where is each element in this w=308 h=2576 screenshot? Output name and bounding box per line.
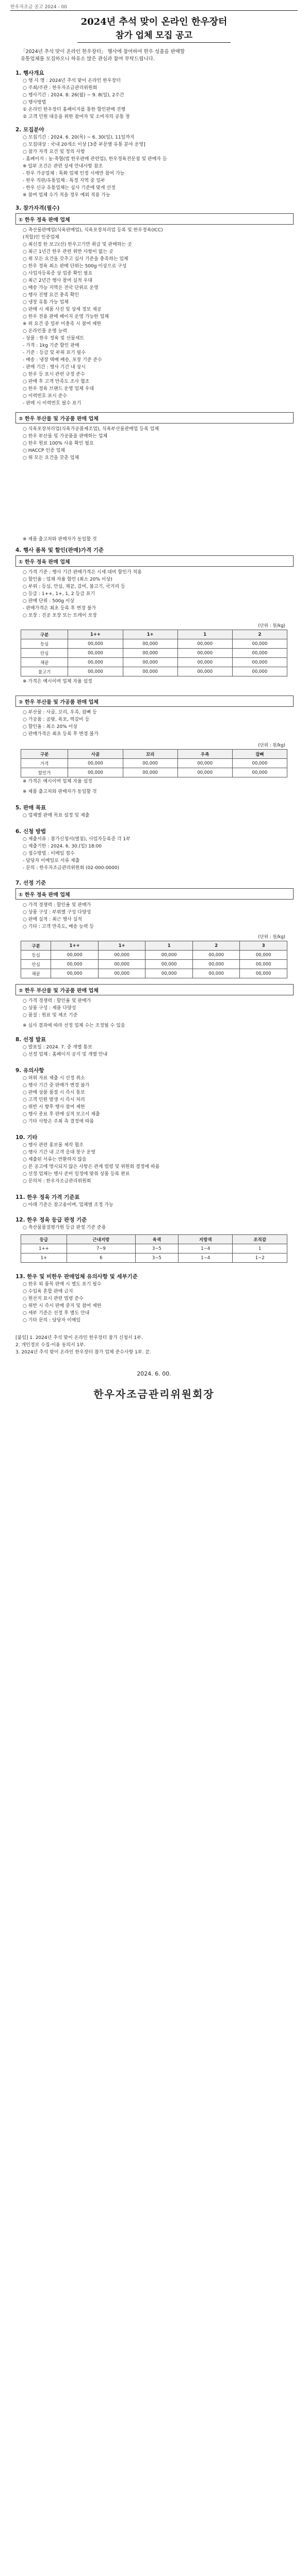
table-header: 1++: [68, 630, 123, 639]
table-row: 채끝 00,000 00,000 00,000 00,000 00,000: [21, 969, 287, 978]
section-heading: 11. 한우 정육 가격 기준표: [15, 1194, 80, 1200]
subsection-title: ① 한우 정육 판매 업체: [19, 560, 70, 565]
subsection-title: ② 한우 부산물 및 가공품 판매 업체: [19, 416, 99, 422]
subsection-title: ② 한우 부산물 및 가공품 판매 업체: [19, 700, 99, 705]
issue-date: 2024. 6. 00.: [137, 1370, 171, 1377]
subsection-title: ① 한우 정육 판매 업체: [19, 217, 70, 223]
grade-criteria-table: 등급 근내지방 육색 지방색 조직감 1++ 7~9 3~5 1~4 1 1+ 6 3~5 1~4 1~2: [21, 1234, 287, 1263]
section-body: ○ 모집기간 : 2024. 6. 20(목) ~ 6. 30(일), 11일까지 ○ 모집대상 : 국내 20개소 이상 [3종 부문별 유통 분야 운영] ○ 참가 자격 요건 및 정의 사항 - 홈페이지 : 농·축협(법 한우판매 관련업), 한우정육전문점 및 판매자 등 ※ 일부 조건은 관련 상세 안내사항 참조 - 한우 가공업체 : 특화 업체 인정 시에만 참여 가능 - 한우 직판/유통업체 : 특정 지역 중 일부 - 한우 신규 유통업체는 심사 기준에 맞게 선정 ※ 참여 업체 수가 적을 경우 예외 적용 가능: [23, 135, 167, 198]
section-note: ※ 제품 출고처와 판매자가 동일할 것: [23, 537, 97, 542]
section-heading: 2. 모집분야: [15, 127, 44, 133]
price-table: [21, 630, 287, 676]
section-body: ○ 아래 기준은 참고용이며, 업체별 조정 가능: [23, 1202, 114, 1208]
section-heading: 12. 한우 정육 등급 판정 기준: [15, 1217, 87, 1223]
subsection-title: ① 한우 정육 판매 업체: [19, 892, 70, 898]
intro-paragraph: 「2024년 추석 맞이 온라인 한우장터」 행사에 참여하여 한우 성출을 판매할 유통업체를 모집하오니 하유소 많은 관심과 참여 부탁드립니다.: [21, 49, 185, 62]
table-unit: (단위 : 원/kg): [258, 935, 285, 940]
grade-price-table: 구분 1++ 1+ 1 2 3 등심 00,000 00,000 00,000 00,000 00,000 안심 00,000 00,000 00,000 00,000 00,000 채끝 00,000 00,000 00,000 00,000 00,000: [21, 941, 287, 978]
subsection-title: ② 한우 부산물 및 가공품 판매 업체: [19, 988, 99, 994]
table-unit: (단위 : 원/kg): [258, 743, 285, 748]
section-body: ○ 부산물 : 사골, 꼬리, 우족, 잡뼈 등 ○ 가공품 : 곰탕, 육포, 떡갈비 등 ○ 할인율 : 최소 20% 이상 ○ 판매가격은 최초 등록 후 변경 불가: [23, 710, 99, 737]
section-heading: 10. 기타: [15, 1134, 38, 1141]
section-body: ○ 가격 경쟁력 : 할인율 및 판매가 ○ 상품 구성 : 부위별 구성 다양성 ○ 판매 실적 : 최근 행사 실적 ○ 기타 : 고객 만족도, 배송 능력 등: [23, 903, 94, 929]
section-note: ※ 제품 출고처와 판매자가 동일할 것: [23, 789, 97, 794]
table-header: 1: [177, 630, 232, 639]
section-body: ○ 허위 자료 제출 시 선정 취소 ○ 행사 기간 중 판매가 변경 불가 ○ 판매 상품 품절 시 즉시 통보 ○ 고객 민원 발생 시 즉시 처리 ○ 위반 시 향후 행사 참여 제한 ○ 행사 종료 후 판매 실적 보고서 제출 ○ 기타 사항은 주최 측 결정에 따름: [23, 1076, 100, 1124]
table-note: ※ 가격은 예시이며 업체 자율 설정: [23, 779, 92, 784]
section-body: ○ 행 사 명 : 2024년 추석 맞이 온라인 한우장터 ○ 주최/주관 : 한우자조금관리위원회 ○ 행사기간 : 2024. 8. 26(월) ~ 9. 8(일), 2주간 ○ 행사방법 ① 온라인 한우장터 홈페이지를 통한 할인판매 진행 ② 고객 민원 대응을 위한 참여자 및 소비자의 공통 창: [23, 78, 130, 120]
issuer-name: 한우자조금관리위원회장: [93, 1388, 215, 1400]
table-header: 2: [232, 630, 287, 639]
table-note: ※ 가격은 예시이며 업체 자율 설정: [23, 679, 92, 684]
table-row: 안심 00,000 00,000 00,000 00,000: [21, 649, 287, 658]
section-body: ○ 한우 외 품목 판매 시 별도 표기 필수 ○ 수입육 혼합 판매 금지 ○ 원산지 표시 관련 법령 준수 ○ 위반 시 즉시 판매 중지 및 참여 제한 ○ 세부 기준은 선정 후 별도 안내 ○ 기타 문의 : 담당자 이메일: [23, 1282, 102, 1323]
table-unit: (단위 : 원/kg): [258, 623, 285, 629]
section-body: ○ 발표일 : 2024. 7. 중 개별 통보 ○ 선정 업체 : 홈페이지 공지 및 개별 안내: [23, 1045, 108, 1057]
section-heading: 1. 행사개요: [15, 70, 44, 76]
section-heading: 5. 판매 목표: [15, 805, 46, 811]
section-heading: 7. 선정 기준: [15, 880, 46, 886]
attachments-list: [붙임] 1. 2024년 추석 맞이 온라인 한우장터 참가 신청서 1부. 2. 개인정보 수집·이용 동의서 1부. 3. 2024년 추석 맞이 온라인 한우장터 참가 업체 준수사항 1부. 끝.: [15, 1335, 151, 1355]
table-row: 1++ 7~9 3~5 1~4 1: [21, 1244, 287, 1253]
section-heading: 8. 선정 발표: [15, 1037, 46, 1043]
section-body: ○ 식육포장처리업(식육가공품제조업), 식육부산물판매업 등록 업체 ○ 한우 부산물 및 가공품을 판매하는 업체 ○ 한우 원료 100% 사용 확인 필요 ○ HACCP 인증 업체 ○ 위 모든 요건을 갖춘 업체: [23, 427, 159, 461]
section-heading: 9. 유의사항: [15, 1067, 44, 1074]
table-row: 1+ 6 3~5 1~4 1~2: [21, 1253, 287, 1263]
title-divider: [77, 42, 231, 43]
table-row: 안심 00,000 00,000 00,000 00,000 00,000: [21, 960, 287, 969]
table-header: 구분: [21, 630, 68, 639]
section-body: ○ 업체별 판매 목표 설정 및 제출: [23, 813, 90, 818]
section-body: ○ 축산물품질평가원 등급 판정 기준 준용: [23, 1225, 106, 1230]
section-heading: 3. 참가자격(필수): [15, 205, 60, 211]
section-heading: 4. 행사 품목 및 할인(판매)가격 기준: [15, 547, 104, 553]
section-body: ○ 행사 관련 홍보물 제작 협조 ○ 행사 기간 내 고객 응대 창구 운영 ○ 제출된 서류는 반환하지 않음 ○ 본 공고에 명시되지 않은 사항은 관계 법령 및 위원회 결정에 따름 ○ 선정 업체는 행사 준비 일정에 맞춰 상품 등록 완료 ○ 문의처 : 한우자조금관리위원회: [23, 1143, 160, 1184]
section-note: ※ 심사 결과에 따라 선정 업체 수는 조정될 수 있음: [23, 1023, 125, 1028]
section-heading: 13. 한우 및 비한우 판매업체 유의사항 및 세부기준: [15, 1274, 138, 1280]
doc-title-line1: 2024년 추석 맞이 온라인 한우장터: [80, 16, 228, 27]
notice-number: 한우자조금 공고 2024 - 00: [10, 5, 67, 10]
table-row: 할인가 00,000 00,000 00,000 00,000: [21, 768, 287, 777]
table-row: 등심 00,000 00,000 00,000 00,000: [21, 639, 287, 649]
doc-title-line2: 참가 업체 모집 공고: [115, 30, 193, 41]
table-row: 등심 00,000 00,000 00,000 00,000 00,000: [21, 951, 287, 960]
table-row: 불고기 00,000 00,000 00,000 00,000: [21, 667, 287, 676]
section-body: ○ 가격 기준 : 행사 기간 판매가격은 시세 대비 할인가 적용 ○ 할인율 : 업체 자율 할인 (최소 20% 이상) ○ 부위 : 등심, 안심, 채끝, 갈비, 불고기, 국거리 등 ○ 등급 : 1++, 1+, 1, 2 등급 표기 ○ 판매 단위 : 500g 이상 - 판매가격은 최초 등록 후 변경 불가 ○ 포장 : 진공 포장 또는 트레이 포장: [23, 570, 142, 618]
table-header: 1+: [123, 630, 177, 639]
section-body: ○ 축산물판매업(식육판매업), 식육포장처리업 등록 및 한우정육(ICC) (적합)인 인증업체 ○ 최신정 한 보고(산) 한우고기만 취급 및 판매하는 곳 ○ 최근 1년간 한우 관련 위반 사항이 없는 곳 ○ 위 모든 요건을 갖추고 심사 기준을 충족하는 업체 ○ 한우 정육 최소 판매 단위는 500g 이상으로 구성 ○ 사업자등록증 상 업종 확인 필요 ○ 최근 2년간 행사 참여 실적 우대 ○ 배송 가능 지역은 전국 단위로 운영 ○ 행사 진행 요건 충족 확인 ○ 냉장 유통 가능 업체 ○ 판매 시 제품 사진 및 상세 정보 제공 ○ 한우 전용 판매 페이지 운영 가능한 업체 ※ 위 요건 중 일부 미충족 시 참여 제한 ○ 온라인몰 운영 능력 - 상품 : 한우 정육 및 선물세트 - 가격 : 1kg 기준 할인 판매 - 기준 : 등급 및 부위 표기 필수 - 배송 : 냉장 택배 배송, 포장 기준 준수 - 판매 기간 : 행사 기간 내 상시 ○ 한우 등 표시 관련 규정 준수 ○ 판매 후 고객 만족도 조사 협조 ○ 한우 정육 브랜드 운영 업체 우대 ○ 이력번호 표시 준수 - 판매 시 이력번호 필수 표기: [23, 228, 163, 406]
section-body: ○ 제출서류 : 참가신청서(별첨), 사업자등록증 각 1부 ○ 제출기한 : 2024. 6. 30.(일) 18:00 ○ 접수방법 : 이메일 접수 - 담당자 이메일로 서류 제출 - 문의 : 한우자조금관리위원회 (02-000-0000): [23, 837, 131, 871]
header-divider: [10, 10, 298, 11]
price-table: 구분 사골 꼬리 우족 잡뼈 가격 00,000 00,000 00,000 00,000 할인가 00,000 00,000 00,000 00,000: [21, 749, 287, 777]
section-body: ○ 가격 경쟁력 : 할인율 및 판매가 ○ 상품 구성 : 제품 다양성 ○ 품질 : 원료 및 제조 기준: [23, 998, 91, 1018]
table-row: 가격 00,000 00,000 00,000 00,000: [21, 759, 287, 768]
table-row: 채끝 00,000 00,000 00,000 00,000: [21, 658, 287, 667]
section-heading: 6. 신청 방법: [15, 828, 46, 835]
